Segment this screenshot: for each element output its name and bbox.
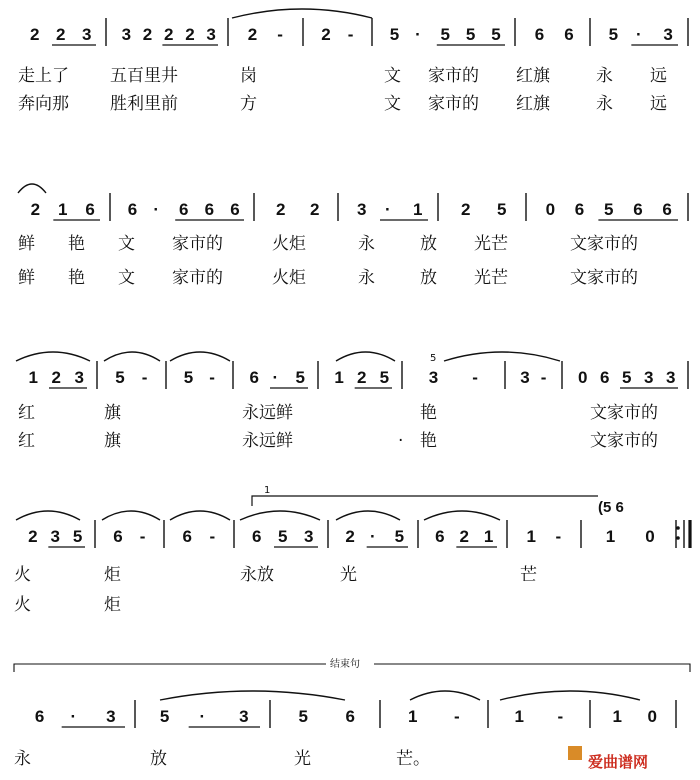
note: 3: [82, 25, 92, 44]
note: 2: [357, 368, 367, 387]
note: 5: [379, 368, 390, 387]
lyric-syllable: 永远鲜: [242, 403, 293, 423]
note: 1: [483, 527, 494, 546]
lyric-syllable: 奔向那: [18, 94, 69, 114]
slur-arc: [336, 511, 400, 520]
note: 2: [51, 368, 61, 387]
watermark-text: 爱曲谱网: [588, 753, 649, 771]
note: 6: [204, 200, 215, 219]
lyric-syllable: 艳: [420, 431, 437, 451]
lyric-syllable: 旗: [104, 403, 121, 423]
dash: -: [277, 25, 283, 44]
note: 2: [28, 527, 38, 546]
lyric-syllable: 光芒: [474, 234, 508, 254]
dot: ·: [199, 707, 206, 726]
note: 2: [30, 25, 40, 44]
note: 5: [440, 25, 450, 44]
dot: ·: [153, 200, 160, 219]
dot: ·: [636, 25, 642, 44]
note: 0: [647, 707, 657, 726]
lyric-syllable: 文: [384, 66, 401, 86]
note: 6: [564, 25, 574, 44]
note: 5: [497, 200, 507, 219]
note: 6: [662, 200, 672, 219]
lyric-syllable: 芒。: [396, 749, 430, 769]
lyric-syllable: 炬: [104, 595, 121, 615]
note: 5: [394, 527, 405, 546]
note: 2: [247, 25, 258, 44]
slur-arc: [18, 184, 46, 193]
lyric-syllable: 文: [118, 268, 135, 288]
slur-arc: [102, 511, 160, 520]
lyric-syllable: 红: [18, 431, 35, 451]
note: 6: [249, 368, 259, 387]
lyric-syllable: 光: [294, 749, 311, 769]
repeat-dot: [676, 536, 680, 540]
note: 5: [604, 200, 614, 219]
lyric-syllable: 文家市的: [590, 431, 658, 451]
note: 3: [428, 368, 439, 387]
lyric-syllable: 火: [14, 595, 31, 615]
note: 3: [304, 527, 314, 546]
lyric-syllable: 放: [420, 234, 437, 254]
lyric-syllable: 永: [596, 94, 613, 114]
note: 6: [127, 200, 138, 219]
lyric-syllable: 光芒: [474, 268, 508, 288]
dash: -: [139, 527, 146, 546]
lyric-syllable: 家市的: [428, 66, 479, 86]
dash: -: [141, 368, 148, 387]
lyric-syllable: 永放: [240, 565, 274, 585]
lyric-syllable: 走上了: [18, 66, 69, 86]
note: 5: [72, 527, 83, 546]
lyric-syllable: 永: [14, 749, 31, 769]
note: 2: [345, 527, 355, 546]
note: 3: [239, 707, 249, 726]
slur-arc: [240, 511, 320, 520]
note: 3: [666, 368, 676, 387]
slur-arc: [336, 352, 395, 361]
note: 6: [230, 200, 240, 219]
lyric-syllable: 永远鲜: [242, 431, 293, 451]
lyric-syllable: ·: [398, 431, 404, 451]
slur-arc: [16, 511, 80, 520]
note: 1: [408, 707, 418, 726]
lyric-syllable: 鲜: [18, 268, 35, 288]
note: 3: [206, 25, 216, 44]
lyric-syllable: 胜利里前: [110, 94, 178, 114]
note: 3: [106, 707, 116, 726]
note: 5: [622, 368, 632, 387]
note: 6: [574, 200, 585, 219]
note: 0: [545, 200, 556, 219]
lyric-syllable: 永: [358, 234, 375, 254]
note: 1: [334, 368, 344, 387]
lyric-syllable: 旗: [104, 431, 121, 451]
note: 2: [459, 527, 469, 546]
note: 1: [526, 527, 536, 546]
grace-note: 5: [430, 353, 437, 364]
slur-arc: [170, 352, 230, 361]
volta-bracket: [252, 496, 598, 506]
dash: -: [557, 707, 564, 726]
lyric-syllable: 鲜: [18, 234, 35, 254]
lyric-syllable: 放: [420, 268, 437, 288]
note: 5: [295, 368, 305, 387]
note: 0: [645, 527, 655, 546]
note: 5: [278, 527, 288, 546]
note: 2: [164, 25, 174, 44]
note: 3: [644, 368, 654, 387]
note: 3: [50, 527, 60, 546]
note: 6: [345, 707, 355, 726]
lyric-syllable: 文家市的: [570, 234, 638, 254]
lyric-syllable: 炬: [104, 565, 121, 585]
note: 5: [183, 368, 194, 387]
lyric-syllable: 红旗: [516, 66, 550, 86]
slur-arc: [104, 352, 160, 361]
slur-arc: [424, 511, 500, 520]
slur-arc: [444, 352, 560, 361]
note: 1: [28, 368, 38, 387]
dot: ·: [385, 200, 391, 219]
note: 6: [113, 527, 123, 546]
lyric-syllable: 光: [340, 565, 357, 585]
note: 6: [179, 200, 189, 219]
dash: -: [347, 25, 354, 44]
dash: -: [209, 368, 215, 387]
watermark-logo-icon: [568, 746, 582, 760]
dot: ·: [370, 527, 376, 546]
note: 5: [298, 707, 308, 726]
lyric-syllable: 文家市的: [570, 268, 638, 288]
lyric-syllable: 火炬: [272, 268, 306, 288]
note: 1: [605, 527, 616, 546]
note: 2: [310, 200, 320, 219]
slur-arc: [170, 511, 230, 520]
note: 2: [461, 200, 471, 219]
note: 1: [58, 200, 68, 219]
note: 2: [56, 25, 66, 44]
lyric-syllable: 永: [358, 268, 375, 288]
note: 3: [520, 368, 530, 387]
lyric-syllable: 芒: [520, 565, 537, 585]
lyric-syllable: 艳: [68, 234, 85, 254]
note: 6: [435, 527, 445, 546]
note: 6: [600, 368, 610, 387]
note: 1: [413, 200, 423, 219]
note: 3: [121, 25, 132, 44]
note: 1: [514, 707, 524, 726]
note: 2: [276, 200, 286, 219]
lyric-syllable: 远: [650, 66, 667, 86]
note: 2: [30, 200, 41, 219]
slur-arc: [160, 691, 345, 700]
lyric-syllable: 火: [14, 565, 31, 585]
note: 3: [74, 368, 84, 387]
slur-arc: [410, 691, 480, 700]
lyric-syllable: 火炬: [272, 234, 306, 254]
lyric-syllable: 家市的: [428, 94, 479, 114]
slur-arc: [16, 352, 90, 361]
note: 6: [534, 25, 545, 44]
dot: ·: [272, 368, 279, 387]
lyric-syllable: 红: [18, 403, 35, 423]
repeat-dot: [676, 526, 680, 530]
slur-arc: [232, 9, 372, 18]
dash: -: [472, 368, 478, 387]
dash: -: [540, 368, 547, 387]
note: 6: [182, 527, 192, 546]
ending-label: 结束句: [330, 659, 360, 670]
note: 6: [85, 200, 95, 219]
note: 0: [578, 368, 588, 387]
lyric-syllable: 文家市的: [590, 403, 658, 423]
dot: ·: [70, 707, 77, 726]
note: 5: [115, 368, 125, 387]
lyric-syllable: 五百里井: [110, 66, 178, 86]
lyric-syllable: 远: [650, 94, 667, 114]
repeat-intro-notes: (5 6: [598, 499, 624, 516]
note: 6: [633, 200, 643, 219]
note: 6: [34, 707, 45, 726]
lyric-syllable: 艳: [420, 403, 437, 423]
lyric-syllable: 红旗: [516, 94, 550, 114]
note: 5: [491, 25, 501, 44]
note: 5: [389, 25, 400, 44]
lyric-syllable: 文: [118, 234, 135, 254]
note: 2: [185, 25, 195, 44]
note: 6: [252, 527, 262, 546]
lyric-syllable: 文: [384, 94, 401, 114]
lyric-syllable: 放: [150, 749, 167, 769]
note: 3: [663, 25, 673, 44]
dash: -: [555, 527, 562, 546]
note: 1: [612, 707, 622, 726]
note: 5: [465, 25, 476, 44]
note: 3: [357, 200, 367, 219]
lyric-syllable: 岗: [240, 66, 257, 86]
lyric-syllable: 方: [240, 94, 257, 114]
slur-arc: [500, 691, 640, 700]
note: 5: [608, 25, 619, 44]
dash: -: [454, 707, 460, 726]
note: 2: [321, 25, 331, 44]
lyric-syllable: 艳: [68, 268, 85, 288]
volta-number: 1: [264, 485, 271, 496]
dash: -: [209, 527, 216, 546]
lyric-syllable: 家市的: [172, 268, 223, 288]
dot: ·: [415, 25, 421, 44]
note: 2: [142, 25, 153, 44]
note: 5: [159, 707, 170, 726]
lyric-syllable: 永: [596, 66, 613, 86]
lyric-syllable: 家市的: [172, 234, 223, 254]
